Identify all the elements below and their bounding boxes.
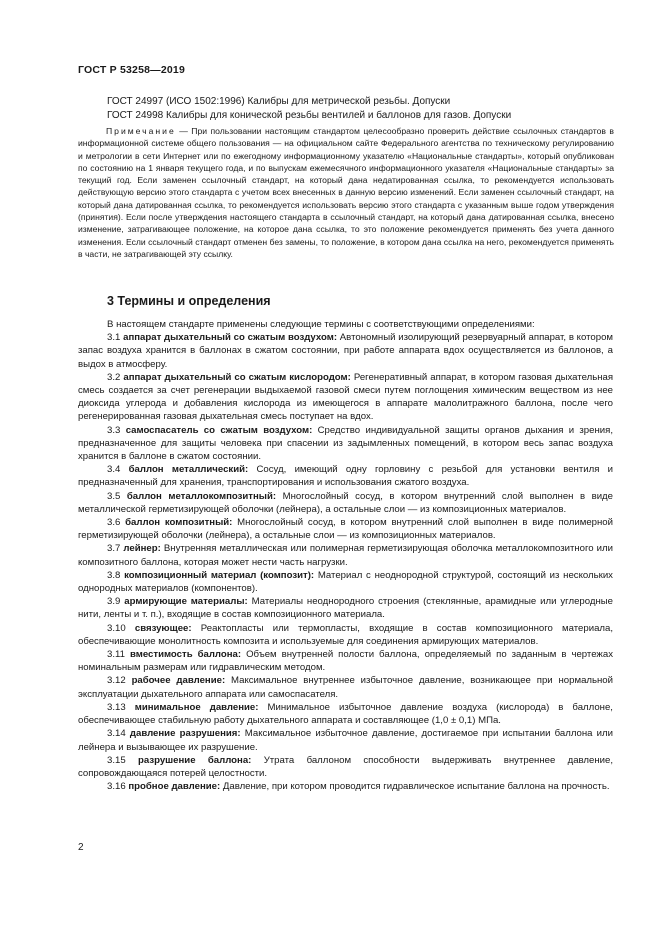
term-number: 3.6 xyxy=(107,517,121,529)
term-name: рабочее давление: xyxy=(131,675,226,687)
term-number: 3.4 xyxy=(107,464,121,476)
note-text: — При пользовании настоящим стандартом целесообразно проверить действие ссылочных стандартов в информационной системе общего пользования — на официальном сайте Федерального агентства по техническому регулированию и метрологии в сети Интернет или по ежегодному информационному указателю «Национальные стандарты», который опубликован по состоянию на 1 января текущего года, и по выпускам ежемесячного информационного указателя «Национальные стандарты» за текущий год. Если заменен ссылочный стандарт, на который дана недатированная ссылка, то рекомендуется использовать действующую версию этого стандарта с учетом всех внесенных в данную версию изменений. Если заменен ссылочный стандарт, на который дана датированная ссылка, то рекомендуется использовать версию этого стандарта с указанным выше годом утверждения (принятия). Если после утверждения настоящего стандарта в ссылочный стандарт, на который дана датированная ссылка, внесено изменение, затрагивающее положение, на которое дана ссылка, то это положение рекомендуется применять без учета данного изменения. Если ссылочный стандарт отменен без замены, то положение, в котором дана ссылка на него, рекомендуется применять в части, не затрагивающей эту ссылку. xyxy=(78,126,614,259)
term-text: Максимальное избыточное давление, достигаемое при испытании баллона или лейнера и вызывающее их разрушение. xyxy=(78,728,613,753)
term-definition xyxy=(78,674,613,700)
term-definition xyxy=(78,542,613,568)
term-definition xyxy=(78,463,613,489)
term-number: 3.5 xyxy=(107,490,121,502)
term-name: пробное давление: xyxy=(128,781,221,793)
term-name: давление разрушения: xyxy=(129,728,241,740)
term-text: Давление, при котором проводится гидравлическое испытание баллона на прочность. xyxy=(222,781,610,793)
term-definition xyxy=(78,727,613,753)
term-number: 3.3 xyxy=(107,424,121,436)
term-definition xyxy=(78,701,613,727)
term-number: 3.2 xyxy=(107,371,121,383)
term-number: 3.11 xyxy=(107,649,125,661)
term-text: Сосуд, имеющий одну горловину с резьбой для установки вентиля и предназначенный для хранения, транспортирования и использования сжатого воздуха. xyxy=(78,464,614,489)
term-definition xyxy=(78,569,613,595)
term-text: Утрата баллоном способности выдерживать внутреннее давление, сопровождающаяся потерей целостности. xyxy=(78,754,614,779)
term-name: аппарат дыхательный со сжатым воздухом: xyxy=(123,332,338,344)
term-number: 3.8 xyxy=(107,569,121,581)
term-name: лейнер: xyxy=(123,543,161,555)
term-number: 3.10 xyxy=(107,622,126,634)
term-name: баллон металлический: xyxy=(128,464,249,476)
term-definition xyxy=(78,424,613,464)
term-number: 3.12 xyxy=(107,675,126,687)
term-number: 3.14 xyxy=(107,728,126,740)
term-definition xyxy=(78,371,613,424)
term-number: 3.9 xyxy=(107,596,121,608)
document-code: ГОСТ Р 53258—2019 xyxy=(78,64,186,76)
reference-item: ГОСТ 24997 (ИСО 1502:1996) Калибры для метрической резьбы. Допуски xyxy=(107,96,451,107)
term-definition xyxy=(78,622,613,648)
term-definition xyxy=(78,331,613,371)
term-number: 3.1 xyxy=(107,332,121,344)
term-definition xyxy=(78,648,613,674)
term-text: Максимальное внутреннее избыточное давление, возникающее при нормальной эксплуатации дыхательного аппарата или самоспасателя. xyxy=(78,675,614,700)
term-name: минимальное давление: xyxy=(134,701,259,713)
reference-item: ГОСТ 24998 Калибры для конической резьбы вентилей и баллонов для газов. Допуски xyxy=(107,109,512,121)
term-name: разрушение баллона: xyxy=(138,754,252,766)
term-text: Материал с неоднородной структурой, состоящий из нескольких однородных материалов (компонентов). xyxy=(78,569,613,595)
section-intro: В настоящем стандарте применены следующие термины с соответствующими определениями: xyxy=(107,319,535,330)
term-text: Автономный изолирующий резервуарный аппарат, в котором запас воздуха хранится в баллонах в сжатом состоянии, при работе аппарата вдох осуществляется из баллонов, а выдох в атмосферу. xyxy=(78,332,613,370)
term-name: баллон металлокомпозитный: xyxy=(126,490,277,502)
term-name: вместимость баллона: xyxy=(129,649,242,661)
term-text: Внутренняя металлическая или полимерная герметизирующая оболочка металлокомпозитного или композитного баллона, которая может нести часть нагрузки. xyxy=(78,543,613,568)
term-definition xyxy=(78,516,613,542)
term-text: Регенеративный аппарат, в котором газовая дыхательная смесь создается за счет регенерации выдыхаемой газовой смеси путем поглощения химическим веществом из нее диоксида углерода и добавления кислорода из имеющегося в аппарате малолитражного баллона, после чего регенерированная газовая дыхательная смесь поступает на вдох. xyxy=(78,371,614,423)
term-name: композиционный материал (композит): xyxy=(124,569,315,581)
term-text: Объем внутренней полости баллона, определяемый по заданным в чертежах номинальным размерам или гидравлическим методом. xyxy=(78,649,613,674)
term-text: Материалы неоднородного строения (стеклянные, арамидные или углеродные нити, ленты и т. п.), входящие в состав композиционного материала. xyxy=(78,596,613,621)
term-definition xyxy=(78,754,613,780)
term-name: аппарат дыхательный со сжатым кислородом: xyxy=(123,371,351,383)
term-text: Реактопласты или термопласты, входящие в состав композиционного материала, обеспечивающие монолитность композита и используемые для соединения армирующих материалов. xyxy=(78,622,614,647)
term-name: связующее: xyxy=(134,622,192,634)
reference-list xyxy=(107,95,607,122)
term-definition xyxy=(78,595,613,621)
term-text: Многослойный сосуд, в котором внутренний слой выполнен в виде полимерной герметизирующей оболочки (лейнера), а остальные слои — из композиционных материалов. xyxy=(78,517,613,542)
term-text: Многослойный сосуд, в котором внутренний слой выполнен в виде металлической герметизирующей оболочки (лейнера), а остальные слои — из композиционных материалов. xyxy=(78,490,613,515)
page-number: 2 xyxy=(78,842,84,853)
term-name: баллон композитный: xyxy=(125,517,233,529)
term-number: 3.13 xyxy=(107,701,126,713)
term-name: самоспасатель со сжатым воздухом: xyxy=(125,424,313,436)
term-definition xyxy=(78,780,613,793)
terms-list xyxy=(78,331,613,793)
term-number: 3.16 xyxy=(107,781,126,793)
term-text: Средство индивидуальной защиты органов дыхания и зрения, предназначенное для защиты человека при спасении из задымленных помещений, в котором весь запас воздуха хранится в баллоне в сжатом состоянии. xyxy=(78,424,613,463)
note-block xyxy=(78,125,614,260)
term-number: 3.15 xyxy=(107,754,126,766)
terms-body xyxy=(78,318,613,793)
term-definition xyxy=(78,490,613,516)
term-name: армирующие материалы: xyxy=(124,596,248,608)
term-text: Минимальное избыточное давление воздуха (кислорода) в баллоне, обеспечивающее стабильную работу дыхательного аппарата и составляющее (1,0 ± 0,1) МПа. xyxy=(78,701,613,727)
note-label: Примечание xyxy=(106,126,176,136)
term-number: 3.7 xyxy=(107,543,121,555)
section-title: 3 Термины и определения xyxy=(107,294,271,308)
